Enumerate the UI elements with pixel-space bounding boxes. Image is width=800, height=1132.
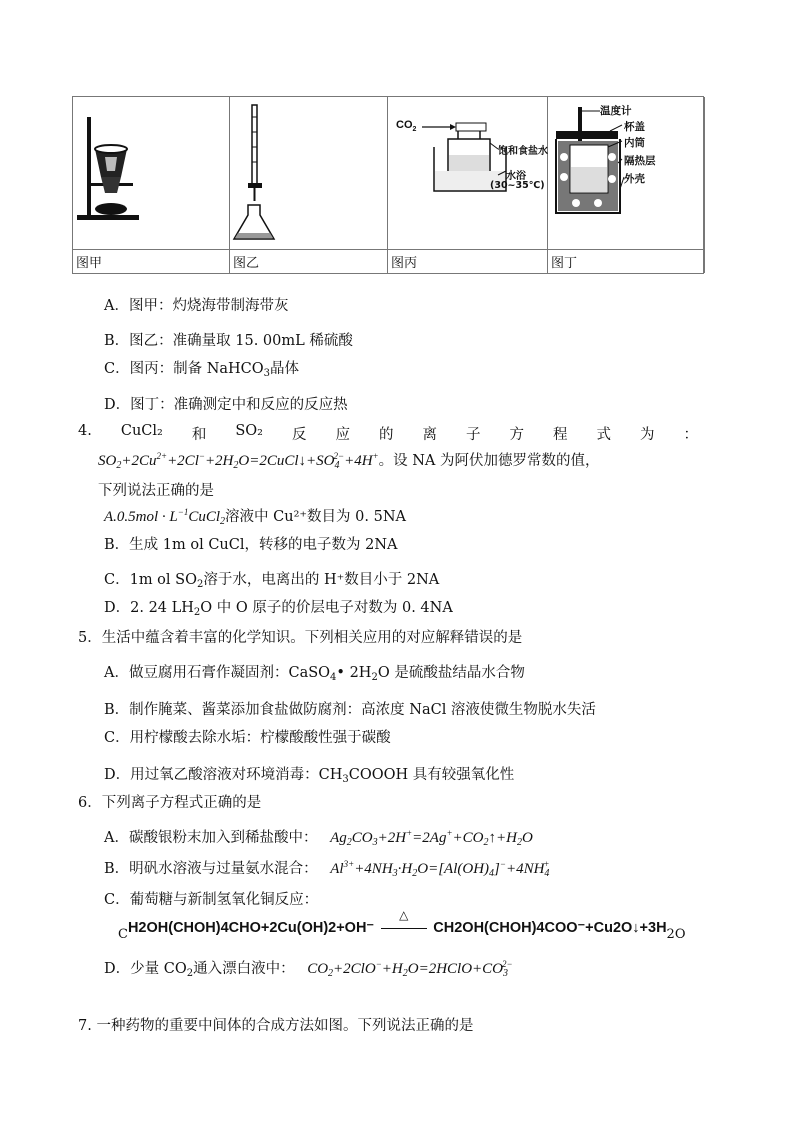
q4-ionic-equation-line: $SO_2+2Cu^{2+}+2Cl^-+2H_2O=2CuCl↓+SO_4^{2-}+4H^+$。设 NA 为阿伏加德罗常数的值， [98, 451, 600, 471]
figure-caption: 图丙 [391, 256, 418, 271]
question-number: 4. [78, 423, 92, 439]
figure-yi [230, 97, 388, 273]
apparatus-figure-table [72, 96, 704, 274]
inner-cylinder-label: 内筒 [624, 137, 645, 149]
insulation-layer-label: 隔热层 [624, 155, 656, 167]
q4-option-c: C．1m ol $SO_2$溶于水，电离出的 H⁺数目小于 2NA [104, 572, 440, 590]
figure-bing: $CO_2$ 饱和食盐水 水浴 (30~35℃) 图丙 [388, 97, 548, 273]
q4-option-a: $A.0.5mol \cdot L^{-1}CuCl_2$溶液中 Cu²⁺数目为 0. 5NA [104, 507, 406, 527]
q6-stem: 6．下列离子方程式正确的是 [78, 795, 262, 811]
q3-option-c: C．图丙：制备 NaHCO$_3$晶体 [104, 361, 300, 379]
water-bath-label: 水浴 [506, 171, 526, 182]
temperature-label: (30~35℃) [490, 180, 545, 191]
q4-stem-end: 下列说法正确的是 [98, 483, 214, 499]
figure-caption: 图甲 [76, 256, 103, 271]
q4-stem-line: 4. CuCl₂ 和 SO₂ 反 应 的 离 子 方 程 式 为 ： [78, 423, 698, 443]
q4-option-b: B．生成 1m ol CuCl，转移的电子数为 2NA [104, 537, 398, 553]
figure-ding [548, 97, 705, 273]
q6-c-equation: CH2OH(CHOH)4CHO+2Cu(OH)2+OH⁻ △ CH2OH(CHOH)4COO⁻+Cu2O↓+3H2O [118, 908, 686, 942]
q5-option-b: B．制作腌菜、酱菜添加食盐做防腐剂：高浓度 NaCl 溶液使微生物脱水失活 [104, 702, 596, 718]
figure-caption: 图乙 [233, 256, 260, 271]
q6-option-d: D．少量 $CO_2$通入漂白液中： $CO_2+2ClO^-+H_2O=2HClO+CO_3^{2-}$ [104, 959, 513, 979]
outer-shell-label: 外壳 [624, 173, 645, 185]
figure-caption: 图丁 [551, 256, 578, 271]
q4-option-d: D．2. 24 $LH_2O$ 中 O 原子的价层电子对数为 0. 4NA [104, 600, 453, 618]
burette-flask-figure [230, 97, 388, 247]
q5-option-c: C．用柠檬酸去除水垢：柠檬酸酸性强于碳酸 [104, 730, 391, 746]
q4-ionic-equation: $SO_2+2Cu^{2+}+2Cl^-+2H_2O=2CuCl↓+SO_4^{2-}+4H^+$ [98, 451, 379, 471]
q6-option-b: B．明矾水溶液与过量氨水混合： $Al^{3+}+4NH_3\cdot H_2O=[Al(OH)_4]^-+4NH_4^+$ [104, 859, 550, 879]
crucible-on-stand-figure [73, 97, 230, 247]
saturated-brine-label: 饱和食盐水 [498, 146, 548, 157]
q5-option-a: A．做豆腐用石膏作凝固剂：CaSO$_4$• $2H_2O$ 是硫酸盐结晶水合物 [104, 665, 525, 683]
q5-option-d: D．用过氧乙酸溶液对环境消毒：$CH_3COOOH$ 具有较强氧化性 [104, 767, 515, 785]
q6-b-equation: $Al^{3+}+4NH_3\cdot H_2O=[Al(OH)_4]^-+4NH_4^+$ [330, 859, 550, 879]
q6-d-equation: $CO_2+2ClO^-+H_2O=2HClO+CO_3^{2-}$ [307, 959, 513, 979]
q3-option-d: D．图丁：准确测定中和反应的反应热 [104, 397, 348, 413]
co2-label: CO [396, 119, 413, 131]
q6-option-a: A．碳酸银粉末加入到稀盐酸中： $Ag_2CO_3+2H^+=2Ag^++CO_2↑+H_2O$ [104, 828, 533, 848]
q6-a-equation: $Ag_2CO_3+2H^+=2Ag^++CO_2↑+H_2O$ [330, 828, 533, 848]
q3-option-b: B．图乙：准确量取 15. 00mL 稀硫酸 [104, 333, 353, 349]
q5-stem: 5．生活中蕴含着丰富的化学知识。下列相关应用的对应解释错误的是 [78, 630, 523, 646]
heating-arrow: △ [379, 920, 429, 936]
thermometer-label: 温度计 [600, 105, 632, 117]
q3-option-a: A．图甲：灼烧海带制海带灰 [104, 298, 289, 314]
q7-stem: 7. 一种药物的重要中间体的合成方法如图。下列说法正确的是 [78, 1018, 474, 1034]
q6-option-c: C．葡萄糖与新制氢氧化铜反应： [104, 892, 319, 908]
lid-label: 杯盖 [624, 121, 645, 133]
figure-jia [73, 97, 230, 273]
